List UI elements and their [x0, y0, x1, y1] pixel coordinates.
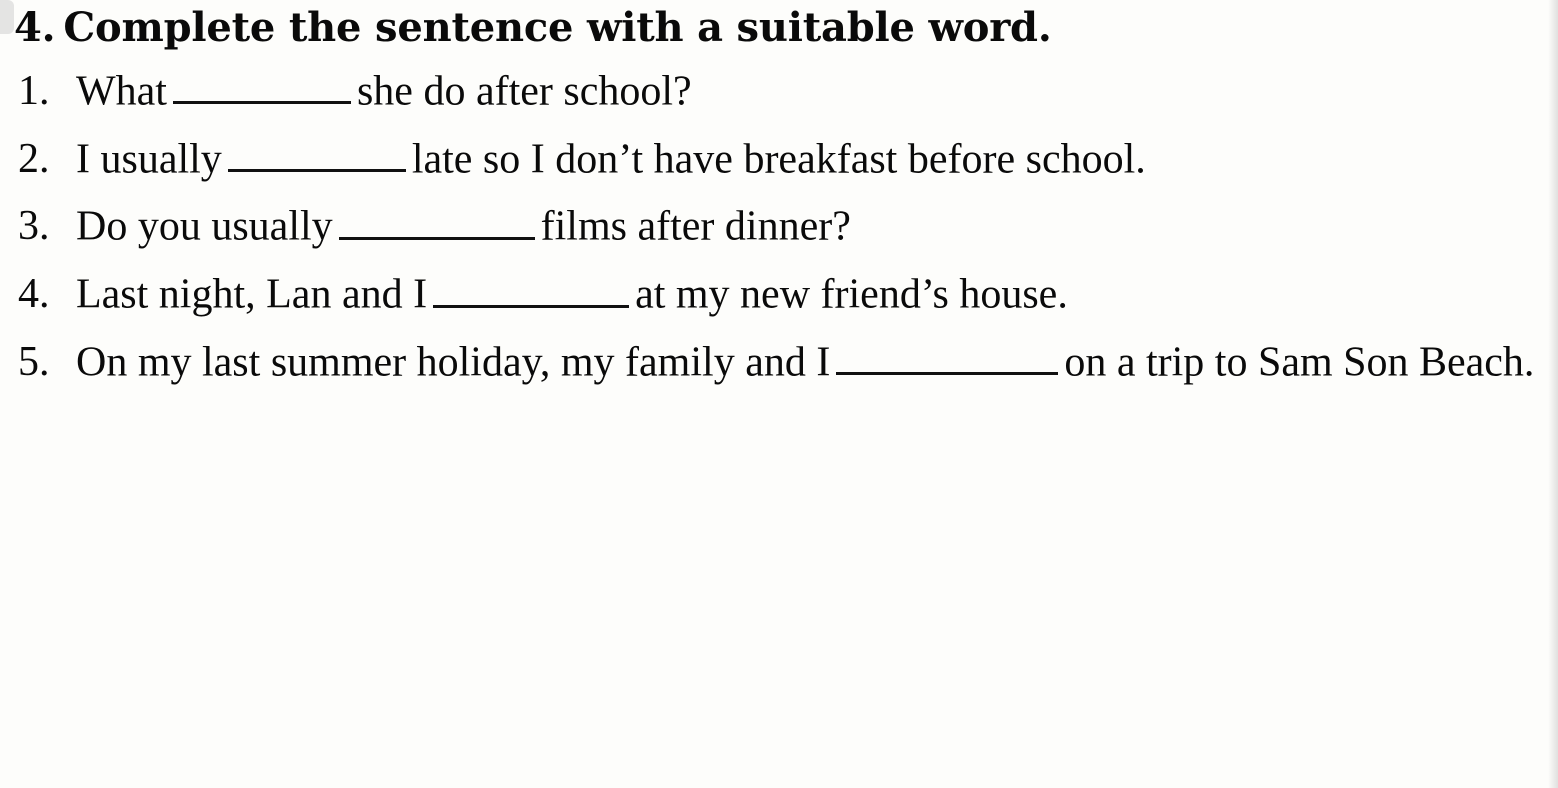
- question-number: 3.: [18, 203, 50, 250]
- question-number: 5.: [18, 338, 50, 385]
- question-number: 1.: [18, 67, 50, 114]
- question-text-after: films after dinner?: [540, 203, 851, 250]
- answer-blank[interactable]: [173, 63, 351, 105]
- question-text-after: late so I don’t have breakfast before school.: [411, 136, 1146, 183]
- question-text-before: On my last summer holiday, my family and I: [76, 339, 831, 386]
- question-text-after: at my new friend’s house.: [635, 271, 1068, 318]
- list-item: [14, 266, 1544, 324]
- answer-blank[interactable]: [228, 131, 406, 173]
- list-item: [14, 63, 1544, 121]
- exercise-content: [14, 6, 1544, 401]
- question-text: [76, 198, 1544, 256]
- answer-blank[interactable]: [339, 198, 535, 240]
- question-text-after: on a trip to Sam Son Beach.: [1064, 339, 1535, 386]
- list-item: [14, 334, 1544, 392]
- question-text: [76, 131, 1544, 189]
- answer-blank[interactable]: [836, 334, 1058, 376]
- question-text-before: Last night, Lan and I: [76, 271, 428, 318]
- question-text-before: Do you usually: [76, 203, 333, 250]
- question-number: 4.: [18, 271, 50, 317]
- question-text-before: What: [76, 68, 167, 115]
- question-text-after: she do after school?: [356, 68, 692, 115]
- list-item: [14, 131, 1544, 189]
- question-text: [76, 334, 1544, 392]
- question-list: [14, 63, 1544, 392]
- answer-blank[interactable]: [433, 266, 629, 308]
- question-text: [76, 63, 1544, 121]
- question-number: 2.: [18, 135, 50, 182]
- scan-artifact-right: [1548, 0, 1558, 788]
- question-text: [76, 266, 1544, 324]
- exercise-number: 4.: [14, 4, 56, 51]
- exercise-heading: [14, 6, 1544, 51]
- scan-artifact-left: [0, 0, 14, 34]
- question-text-before: I usually: [76, 136, 222, 183]
- exercise-instruction: Complete the sentence with a suitable word.: [63, 4, 1052, 51]
- list-item: [14, 198, 1544, 256]
